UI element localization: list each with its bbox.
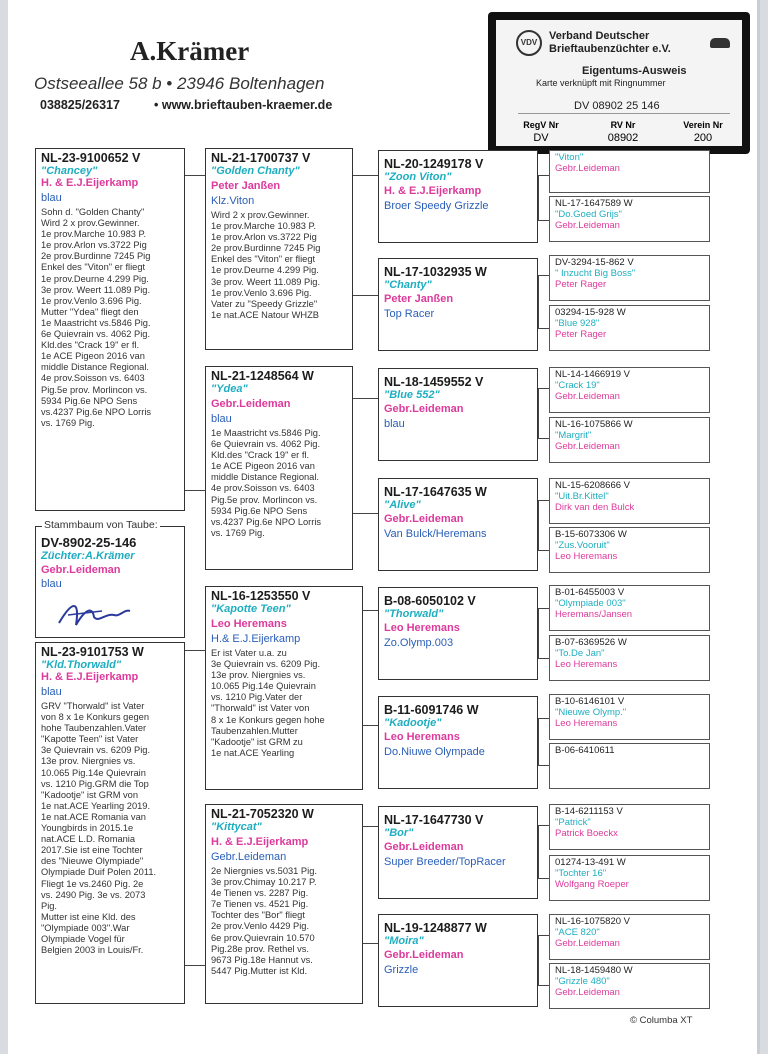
connector [538,438,549,439]
ring-number: B-15-6073306 W [555,529,627,540]
breeder-name: Leo Heremans [555,551,618,562]
connector [538,608,549,609]
pigeon-card-g4-10 [549,635,710,681]
pigeon-color: H.& E.J.Eijerkamp [211,633,301,645]
breeder-name: Leo Heremans [384,622,460,634]
connector [538,388,549,389]
pigeon-name: "Ydea" [211,383,248,395]
pigeon-name: "Chancey" [41,165,98,177]
breeder-name: Leo Heremans [384,731,460,743]
pigeon-card-mm [205,804,363,1004]
pigeon-color: Klz.Viton [211,195,255,207]
pigeon-color: blau [41,192,62,204]
breeder-name: Gebr.Leideman [555,441,620,452]
pigeon-color: Gebr.Leideman [211,851,287,863]
connector [538,878,549,879]
connector [184,490,205,491]
pigeon-name: "Grizzle 480" [555,976,610,987]
ring-number: 01274-13-491 W [555,857,626,868]
connector [538,500,539,550]
ring-number: NL-18-1459480 W [555,965,633,976]
card-h2: RV Nr [610,120,636,130]
ring-number: NL-23-9100652 V [41,151,141,165]
pigeon-name: "Blue 552" [384,389,440,401]
ring-number: B-14-6211153 V [555,806,623,817]
pigeon-color: blau [384,418,405,430]
pigeon-description: 1e Maastricht vs.5846 Pig. 6e Quievrain vs. 4062 Pig. Kld.des "Crack 19" er fl. 1e ACE Pigeon 2016 van middle Distance Regional. 4e prov.Soisson vs. 6403 Pig.5e prov. Morlincon vs. 5934 Pig.6e NPO Sens vs.4237 Pig.6e NPO Lorris vs. 1769 Pig. [211,428,322,538]
pigeon-name: "Margrit" [555,430,592,441]
ring-number: NL-19-1248877 W [384,921,487,935]
pigeon-name: "Zus.Vooruit" [555,540,610,551]
pigeon-name: "Uit.Br.Kittel" [555,491,609,502]
breeder-name: Gebr.Leideman [384,841,464,853]
connector [184,965,205,966]
pigeon-card-g4-1 [549,150,710,193]
breeder-name: Gebr.Leideman [211,398,291,410]
pigeon-name: "Nieuwe Olymp." [555,707,627,718]
breeder-name: H. & E.J.Eijerkamp [211,836,309,848]
pigeon-color: Broer Speedy Grizzle [384,200,489,212]
pigeon-card-g3-7 [378,806,538,899]
connector [538,608,539,658]
pigeon-card-g3-1 [378,150,538,243]
connector [184,175,205,176]
pigeon-name: "Olympiade 003" [555,598,626,609]
org-line2: Brieftaubenzüchter e.V. [549,43,671,55]
pigeon-name: "Kadootje" [384,717,442,729]
ring-number: NL-21-7052320 W [211,807,314,821]
card-v2: 08902 [607,132,639,144]
pigeon-card-g4-15 [549,914,710,960]
pigeon-description: Wird 2 x prov.Gewinner. 1e prov.Marche 10.983 P. 1e prov.Arlon vs.3722 Pig 2e prov.Burdinne 7245 Pig Enkel des "Viton" er fliegt 1e prov.Deurne 4.299 Pig. 3e prov. Weert 11.089 Pig. 1e prov.Venlo 3.696 Pig. Vater zu "Speedy Grizzle" 1e nat.ACE Natour WHZB [211,210,321,320]
ring-number: NL-15-6208666 V [555,480,630,491]
footer-copyright: © Columba XT [630,1015,693,1026]
pigeon-color: blau [211,413,232,425]
ring-number: NL-16-1075866 W [555,419,633,430]
subject-zuechter: Züchter:A.Krämer [41,550,135,562]
pigeon-card-g3-8 [378,914,538,1007]
connector [538,825,549,826]
pigeon-card-g4-7 [549,478,710,524]
connector [538,825,539,878]
breeder-name: Wolfgang Roeper [555,879,629,890]
ring-number: NL-21-1700737 V [211,151,311,165]
connector [352,398,378,399]
pigeon-name: " Inzucht Big Boss" [555,268,636,279]
pigeon-name: "Thorwald" [384,608,444,620]
connector [538,550,549,551]
pigeon-name: "Crack 19" [555,380,600,391]
ownership-card-inner [496,20,742,146]
pigeon-card-mf [205,586,363,790]
ring-number: 03294-15-928 W [555,307,626,318]
pigeon-card-father [35,148,185,511]
pigeon-name: "Viton" [555,152,584,163]
connector [184,650,205,651]
breeder-name: Peter Janßen [211,180,281,192]
pigeon-name: "Moira" [384,935,424,947]
breeder-name: Peter Janßen [384,293,454,305]
pigeon-name: "Do.Goed Grijs" [555,209,622,220]
connector [538,718,549,719]
card-subtitle: Karte verknüpft mit Ringnummer [536,78,666,88]
pigeon-name: "ACE 820" [555,927,600,938]
pigeon-description: Er ist Vater u.a. zu 3e Quievrain vs. 6209 Pig. 13e prov. Niergnies vs. 10.065 Pig.14e Quievrain vs. 1210 Pig.Vater der "Thorwald" ist Vater von 8 x 1e Konkurs gegen hohe Taubenzahlen.Mutter "Kadootje" ist GRM zu 1e nat.ACE Yearling [211,648,325,758]
ring-number: B-08-6050102 V [384,594,476,608]
breeder-name: Gebr.Leideman [384,949,464,961]
connector [352,295,378,296]
ring-number: NL-17-1647730 V [384,813,484,827]
breeder-name: Gebr.Leideman [555,163,620,174]
ownership-card [488,12,750,154]
ring-number: DV-3294-15-862 V [555,257,634,268]
pigeon-color: Top Racer [384,308,435,320]
pigeon-name: "Bor" [384,827,414,839]
pigeon-color: Grizzle [384,964,419,976]
ring-number: NL-23-9101753 W [41,645,144,659]
pigeon-name: "Patrick" [555,817,591,828]
pigeon-color: blau [41,686,62,698]
card-h1: RegV Nr [523,120,559,130]
breeder-name: Gebr.Leideman [384,513,464,525]
vdv-logo-text: VDV [520,38,538,47]
breeder-name: Leo Heremans [555,718,618,729]
pigeon-color: Super Breeder/TopRacer [384,856,506,868]
pigeon-card-g4-14 [549,855,710,901]
connector [538,500,549,501]
pigeon-card-g4-5 [549,367,710,413]
card-ring: DV 08902 25 146 [574,100,660,112]
connector [352,175,378,176]
breeder-name: Leo Heremans [555,659,618,670]
ring-number: B-07-6369526 W [555,637,627,648]
breeder-name: Patrick Boeckx [555,828,618,839]
pigeon-name: "Tochter 16" [555,868,607,879]
ring-number: NL-21-1248564 W [211,369,314,383]
breeder-name: H. & E.J.Eijerkamp [41,177,139,189]
subject-card [35,526,185,638]
pigeon-card-g4-11 [549,694,710,740]
breeder-name: Peter Rager [555,279,607,290]
ring-number: NL-18-1459552 V [384,375,484,389]
pigeon-description: Sohn d. "Golden Chanty" Wird 2 x prov.Gewinner. 1e prov.Marche 10.983 P. 1e prov.Arlon vs.3722 Pig 2e prov.Burdinne 7245 Pig Enkel des "Viton" er fliegt 1e prov.Deurne 4.299 Pig. 3e prov. Weert 11.089 Pig. 1e prov.Venlo 3.696 Pig. Mutter "Ydea" fliegt den 1e Maastricht vs.5846 Pig. 6e Quievrain vs. 4062 Pig. Kld.des "Crack 19" er fl. 1e ACE Pigeon 2016 van middle Distance Regional. 4e prov.Soisson vs. 6403 Pig.5e prov. Morlincon vs. 5934 Pig.6e NPO Sens vs.4237 Pig.6e NPO Lorris vs. 1769 Pig. [41,207,152,428]
pigeon-name: "Golden Chanty" [211,165,300,177]
breeder-name: Dirk van den Bulck [555,502,635,513]
pigeon-card-g4-3 [549,255,710,301]
ring-number: NL-14-1466919 V [555,369,630,380]
breeder-name: Gebr.Leideman [555,987,620,998]
pigeon-card-g4-16 [549,963,710,1009]
card-v3: 200 [693,132,713,144]
signature-icon [54,597,134,631]
pigeon-card-g3-6 [378,696,538,789]
pigeon-color: Zo.Olymp.003 [384,637,454,649]
vdv-logo-icon [516,30,542,56]
pigeon-name: "Zoon Viton" [384,171,452,183]
pigeon-card-fm [205,366,353,570]
pigeon-card-g3-4 [378,478,538,571]
card-h3: Verein Nr [683,120,723,130]
pigeon-name: "Kittycat" [211,821,262,833]
connector [538,658,549,659]
pigeon-card-g4-6 [549,417,710,463]
owner-address: Ostseeallee 58 b • 23946 Boltenhagen [34,74,325,93]
pigeon-description: GRV "Thorwald" ist Vater von 8 x 1e Konkurs gegen hohe Taubenzahlen.Vater "Kapotte Teen" ist Vater 3e Quievrain vs. 6209 Pig. 13e prov. Niergnies vs. 10.065 Pig.14e Quievrain vs. 1210 Pig.GRM die Top "Kadootje" ist GRM von 1e nat.ACE Yearling 2019. 1e nat.ACE Romania van Youngbirds in 2015.1e nat.ACE L.D. Romania 2017.Sie ist eine Tochter des "Nieuwe Olympiade" Olympiade Duif Polen 2011. Fliegt 1e vs.2460 Pig. 2e vs. 2490 Pig. 3e vs. 2073 Pig. Mutter ist eine Kld. des "Olympiade 003".War Olympiade Vogel für Belgien 2003 in Louis/Fr. [41,701,157,956]
ring-number: B-11-6091746 W [384,703,479,717]
ring-number: NL-17-1032935 W [384,265,487,279]
pigeon-name: "Kld.Thorwald" [41,659,122,671]
pigeon-card-g4-13 [549,804,710,850]
ring-number: NL-16-1075820 V [555,916,630,927]
breeder-name: Gebr.Leideman [384,403,464,415]
pigeon-card-g4-2 [549,196,710,242]
pigeon-color: Van Bulck/Heremans [384,528,487,540]
pigeon-card-g3-5 [378,587,538,680]
connector [538,175,539,220]
pigeon-description: 2e Niergnies vs.5031 Pig. 3e prov.Chimay 10.217 P. 4e Tienen vs. 2287 Pig. 7e Tienen vs. 4521 Pig. Tochter des "Bor" fliegt 2e prov.Venlo 4429 Pig. 6e prov.Quievrain 10.570 Pig.28e prov. Rethel vs. 9673 Pig.18e Hannut vs. 5447 Pig.Mutter ist Kld. [211,866,317,976]
subject-ring: DV-8902-25-146 [41,535,137,550]
org-line1: Verband Deutscher [549,30,650,42]
connector [352,513,378,514]
ring-number: B-06-6410611 [555,745,615,756]
connector [538,328,549,329]
connector [538,275,549,276]
breeder-name: H. & E.J.Eijerkamp [41,671,139,683]
pigeon-name: "Blue 928" [555,318,600,329]
connector [538,935,539,985]
connector [538,220,549,221]
pedigree-sheet [8,0,760,1054]
owner-website: • www.brieftauben-kraemer.de [154,98,333,112]
pigeon-card-g4-4 [549,305,710,351]
pigeon-card-mother [35,642,185,1004]
ring-number: B-10-6146101 V [555,696,625,707]
connector [538,765,549,766]
connector [538,718,539,765]
ring-number: B-01-6455003 V [555,587,625,598]
pigeon-card-g4-12 [549,743,710,789]
pigeon-card-g3-3 [378,368,538,461]
connector [538,175,549,176]
pigeon-card-g3-2 [378,258,538,351]
breeder-name: Gebr.Leideman [555,938,620,949]
breeder-name: Leo Heremans [211,618,287,630]
breeder-name: Gebr.Leideman [555,391,620,402]
owner-name: A.Krämer [130,36,250,66]
ring-number: NL-17-1647635 W [384,485,487,499]
ring-number: NL-17-1647589 W [555,198,633,209]
stammbaum-label: Stammbaum von Taube: [44,519,158,531]
pigeon-name: "Alive" [384,499,421,511]
card-v1: DV [533,132,549,144]
connector [538,985,549,986]
subject-breeder: Gebr.Leideman [41,564,121,576]
pigeon-name: "To.De Jan" [555,648,605,659]
connector [538,388,539,438]
pigeon-card-ff [205,148,353,350]
connector [538,935,549,936]
subject-color: blau [41,578,62,590]
connector [538,275,539,328]
ring-number: NL-20-1249178 V [384,157,484,171]
ring-number: NL-16-1253550 V [211,589,311,603]
car-icon [710,38,730,48]
pigeon-card-g4-8 [549,527,710,573]
pigeon-color: Do.Niuwe Olympade [384,746,485,758]
owner-phone: 038825/26317 [40,98,120,112]
card-title: Eigentums-Ausweis [582,65,687,77]
pigeon-card-g4-9 [549,585,710,631]
pigeon-name: "Chanty" [384,279,432,291]
card-divider [518,113,730,114]
pigeon-name: "Kapotte Teen" [211,603,291,615]
breeder-name: Peter Rager [555,329,607,340]
breeder-name: H. & E.J.Eijerkamp [384,185,482,197]
breeder-name: Gebr.Leideman [555,220,620,231]
breeder-name: Heremans/Jansen [555,609,633,620]
